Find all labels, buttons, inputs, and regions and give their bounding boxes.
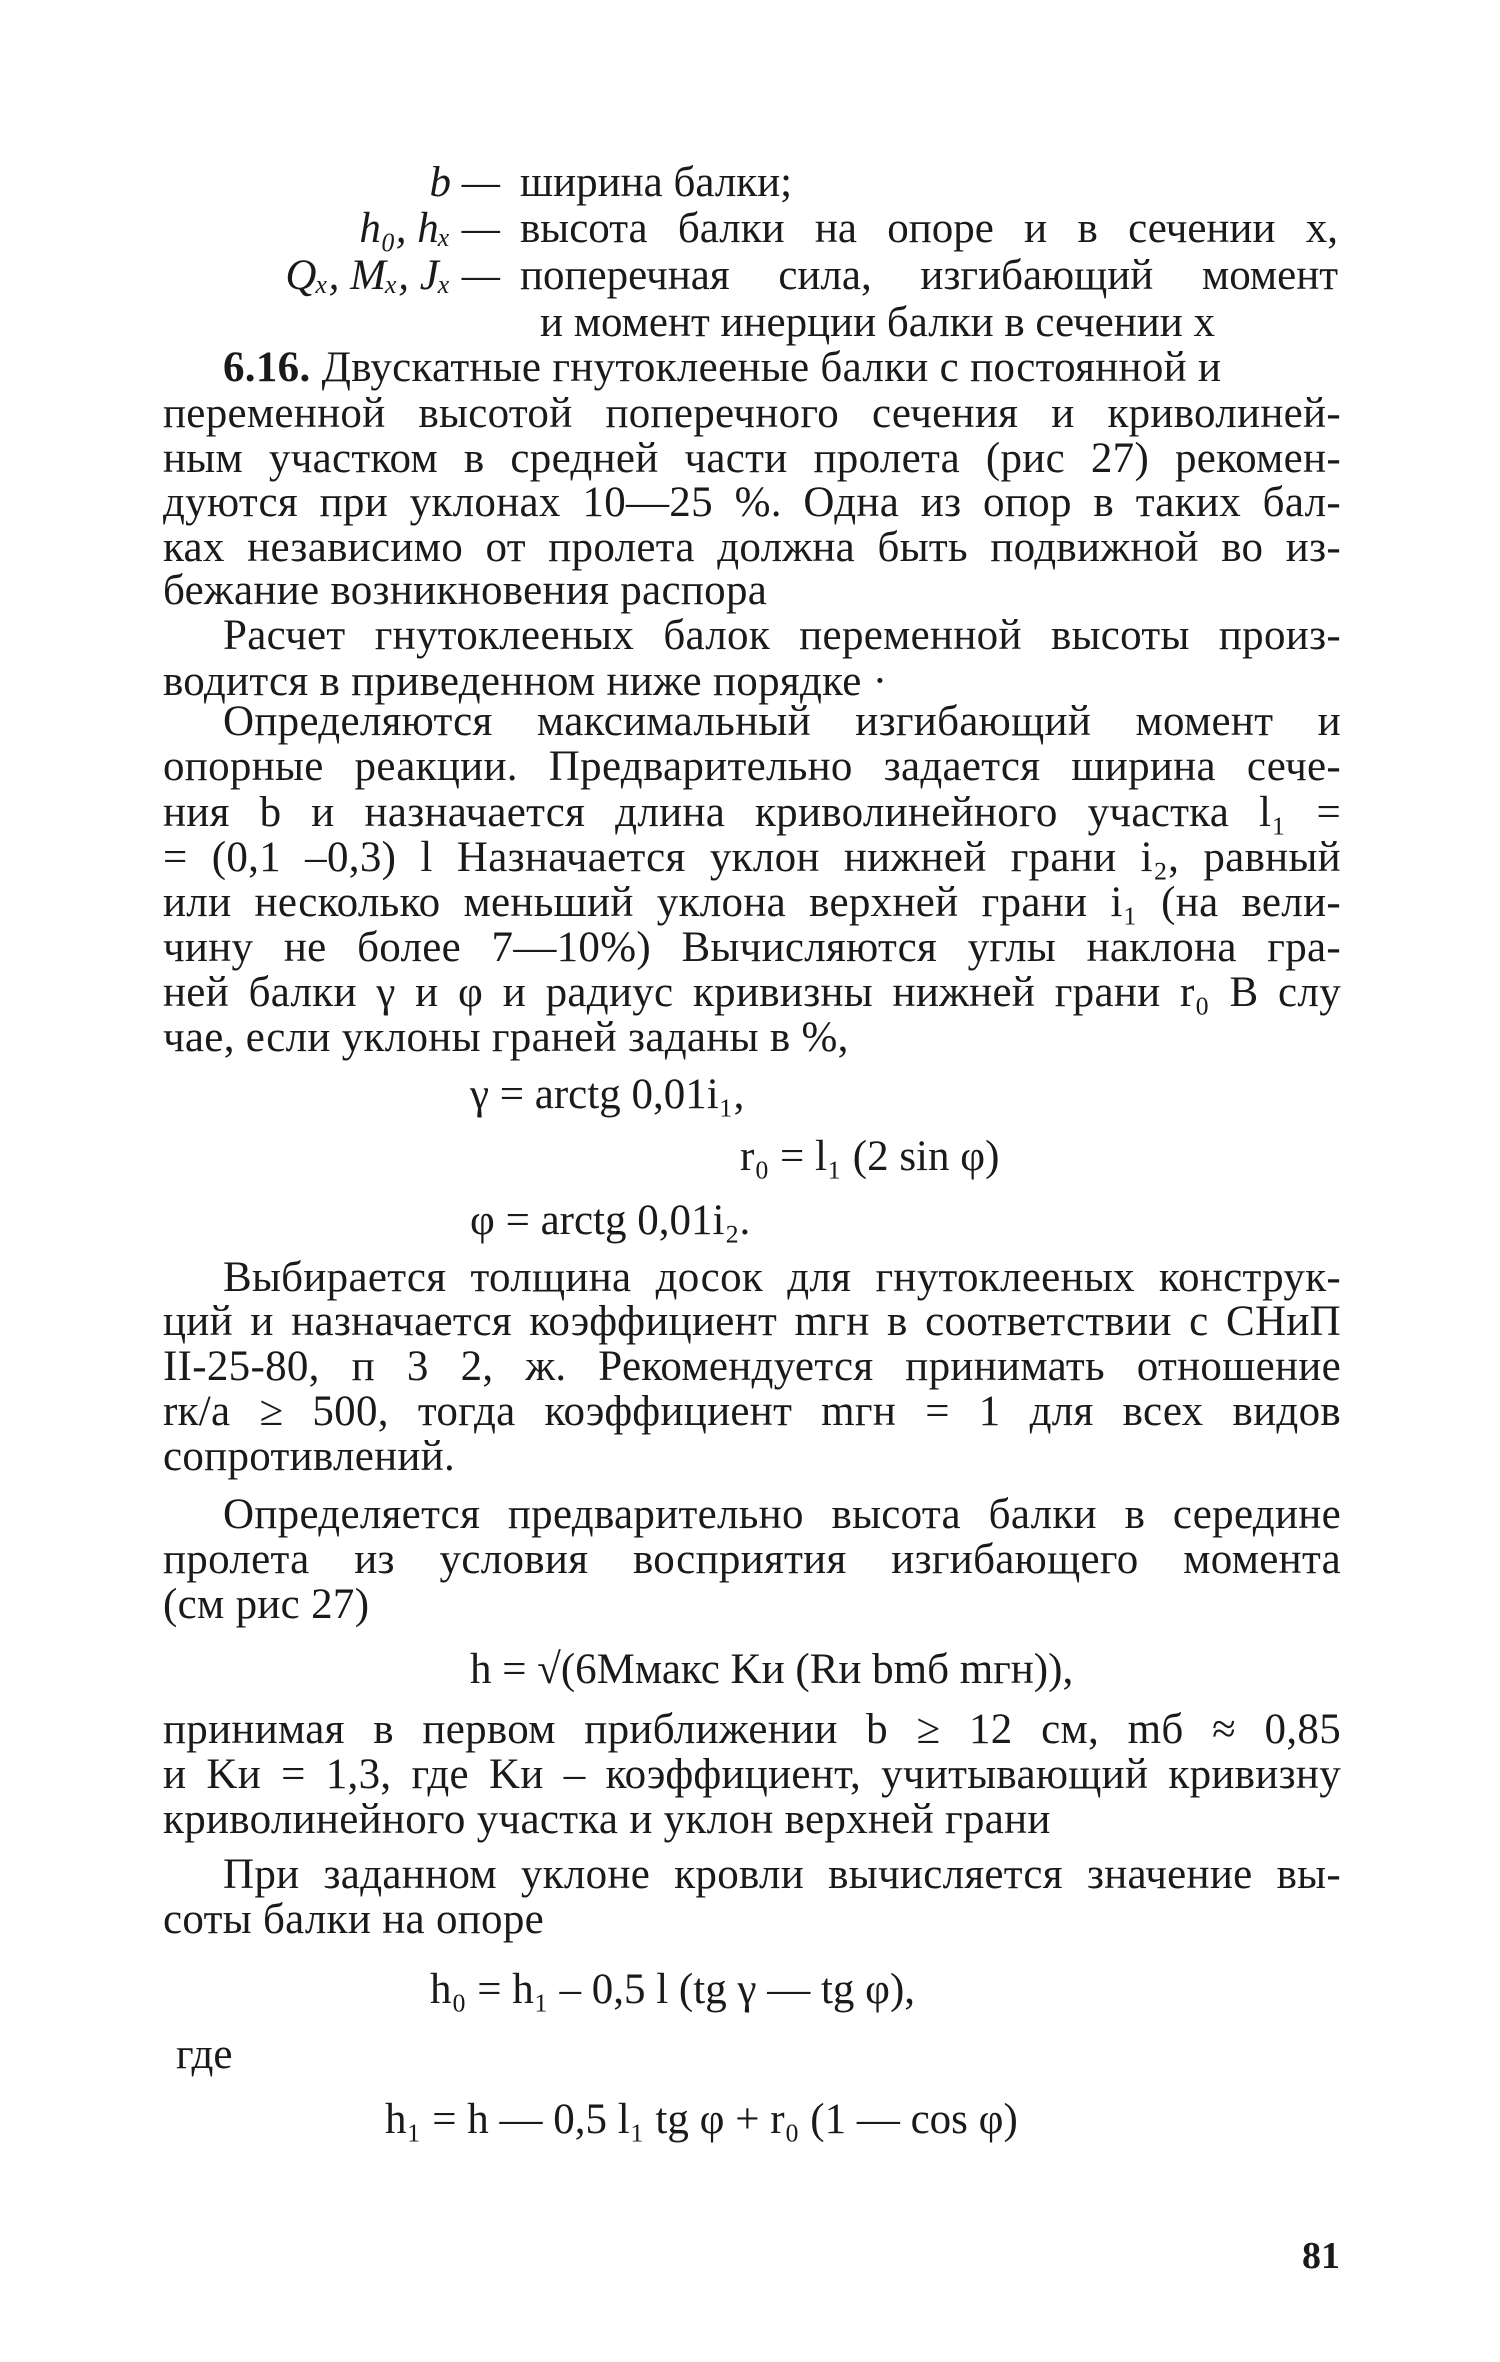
paragraph-line: ния b и назначается длина криволинейного участка l₁ = xyxy=(163,789,1341,836)
page-number: 81 xyxy=(1302,2235,1340,2277)
formula-h0: h₀ = h₁ – 0,5 l (tg γ — tg φ), xyxy=(430,1966,916,2013)
paragraph-line: ках независимо от пролета должна быть подвижной во из- xyxy=(163,524,1341,571)
formula-h1: h₁ = h — 0,5 l₁ tg φ + r₀ (1 — cos φ) xyxy=(385,2096,1018,2143)
paragraph-line: пролета из условия восприятия изгибающего момента xyxy=(163,1536,1341,1583)
definition-text: и момент инерции балки в сечении x xyxy=(540,299,1216,346)
paragraph-line: опорные реакции. Предварительно задается ширина сече- xyxy=(163,743,1341,790)
definition-text: ширина балки; xyxy=(520,159,793,206)
paragraph-line: соты балки на опоре xyxy=(163,1896,545,1943)
formula-h: h = √(6Mмакс Kи (Rи bmб mгн)), xyxy=(470,1646,1074,1693)
paragraph-line: чае, если уклоны граней заданы в %, xyxy=(163,1014,849,1061)
paragraph-line: и Kи = 1,3, где Kи – коэффициент, учитывающий кривизну xyxy=(163,1751,1341,1798)
definition-text: поперечная сила, изгибающий момент xyxy=(520,252,1338,299)
paragraph-line: принимая в первом приближении b ≥ 12 см, mб ≈ 0,85 xyxy=(163,1706,1341,1753)
paragraph-line: или несколько меньший уклона верхней грани i₁ (на вели- xyxy=(163,879,1341,926)
definition-symbol: h₀, hₓ — xyxy=(359,205,500,252)
paragraph-line: водится в приведенном ниже порядке · xyxy=(163,658,888,705)
definition-symbol: b — xyxy=(429,159,500,206)
definition-text: высота балки на опоре и в сечении x, xyxy=(520,205,1338,252)
paragraph-line: ций и назначается коэффициент mгн в соответствии с СНиП xyxy=(163,1298,1341,1345)
paragraph-line: чину не более 7—10%) Вычисляются углы наклона гра- xyxy=(163,924,1341,971)
formula-phi: φ = arctg 0,01i₂. xyxy=(470,1197,751,1244)
paragraph-line: сопротивлений. xyxy=(163,1433,456,1480)
paragraph-text: Двускатные гнутоклееные балки с постоянной и xyxy=(321,344,1222,391)
definition-symbol: Qₓ, Mₓ, Jₓ — xyxy=(285,252,500,299)
paragraph-line: Выбирается толщина досок для гнутоклееных конструк- xyxy=(223,1254,1341,1301)
paragraph-line: дуются при уклонах 10—25 %. Одна из опор в таких бал- xyxy=(163,479,1341,526)
formula-gamma: γ = arctg 0,01i₁, xyxy=(470,1071,745,1118)
paragraph-line: ней балки γ и φ и радиус кривизны нижней грани r₀ В слу xyxy=(163,969,1341,1016)
paragraph-line: = (0,1 –0,3) l Назначается уклон нижней грани i₂, равный xyxy=(163,834,1341,881)
paragraph-line: бежание возникновения распора xyxy=(163,567,768,614)
paragraph-line: Определяются максимальный изгибающий момент и xyxy=(223,698,1341,745)
paragraph-line xyxy=(223,343,1341,393)
paragraph-line: Определяется предварительно высота балки в середине xyxy=(223,1491,1341,1538)
section-number: 6.16. xyxy=(223,344,311,391)
paragraph-line: rк/a ≥ 500, тогда коэффициент mгн = 1 для всех видов xyxy=(163,1388,1341,1435)
paragraph-line: криволинейного участка и уклон верхней грани xyxy=(163,1796,1051,1843)
where-label: где xyxy=(176,2031,233,2078)
formula-r0: r₀ = l₁ (2 sin φ) xyxy=(740,1133,1000,1180)
paragraph-line: II-25-80, п 3 2, ж. Рекомендуется принимать отношение xyxy=(163,1343,1341,1390)
paragraph-line: переменной высотой поперечного сечения и криволиней- xyxy=(163,390,1341,437)
paragraph-line: ным участком в средней части пролета (рис 27) рекомен- xyxy=(163,435,1341,482)
paragraph-line: Расчет гнутоклееных балок переменной высоты произ- xyxy=(223,612,1341,659)
paragraph-line: (см рис 27) xyxy=(163,1581,370,1628)
paragraph-line: При заданном уклоне кровли вычисляется значение вы- xyxy=(223,1851,1341,1898)
